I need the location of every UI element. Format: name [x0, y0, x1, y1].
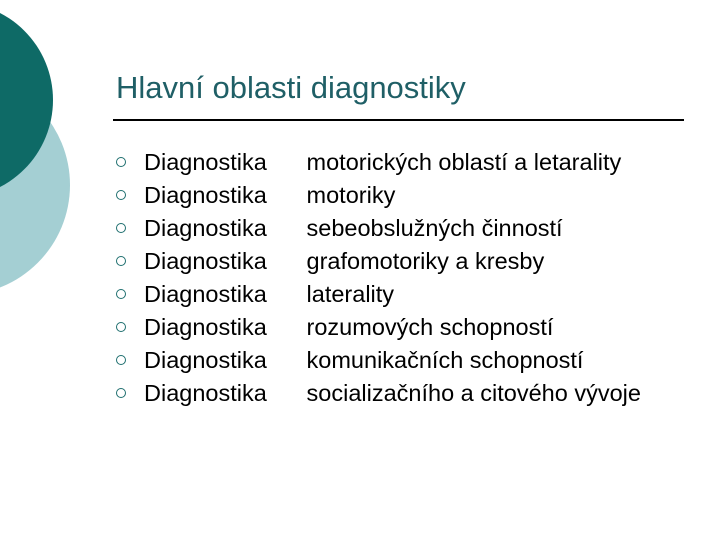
bullet-list — [116, 148, 706, 412]
title-underline — [113, 119, 684, 121]
bullet-circle-icon — [116, 256, 126, 266]
item-label: Diagnostika — [144, 182, 267, 208]
list-item — [116, 148, 706, 178]
list-item — [116, 247, 706, 277]
bullet-circle-icon — [116, 223, 126, 233]
bullet-circle-icon — [116, 190, 126, 200]
item-text: laterality — [306, 281, 395, 307]
list-item — [116, 379, 706, 409]
slide-title: Hlavní oblasti diagnostiky — [116, 70, 466, 105]
list-item — [116, 346, 706, 376]
item-label: Diagnostika — [144, 215, 267, 241]
list-item — [116, 181, 706, 211]
item-text: sebeobslužných činností — [306, 215, 563, 241]
item-label: Diagnostika — [144, 281, 267, 307]
list-item — [116, 313, 706, 343]
bullet-circle-icon — [116, 355, 126, 365]
item-text: rozumových schopností — [306, 314, 554, 340]
item-text: komunikačních schopností — [306, 347, 584, 373]
item-label: Diagnostika — [144, 248, 267, 274]
bullet-circle-icon — [116, 388, 126, 398]
bullet-circle-icon — [116, 157, 126, 167]
list-item — [116, 214, 706, 244]
item-label: Diagnostika — [144, 149, 267, 175]
item-text: motoriky — [306, 182, 396, 208]
item-text: grafomotoriky a kresby — [306, 248, 545, 274]
list-item — [116, 280, 706, 310]
decorative-circles — [0, 0, 120, 300]
item-text: socializačního a citového vývoje — [306, 380, 641, 406]
bullet-circle-icon — [116, 322, 126, 332]
item-label: Diagnostika — [144, 314, 267, 340]
item-text: motorických oblastí a letarality — [306, 149, 622, 175]
bullet-circle-icon — [116, 289, 126, 299]
item-label: Diagnostika — [144, 380, 267, 406]
item-label: Diagnostika — [144, 347, 267, 373]
